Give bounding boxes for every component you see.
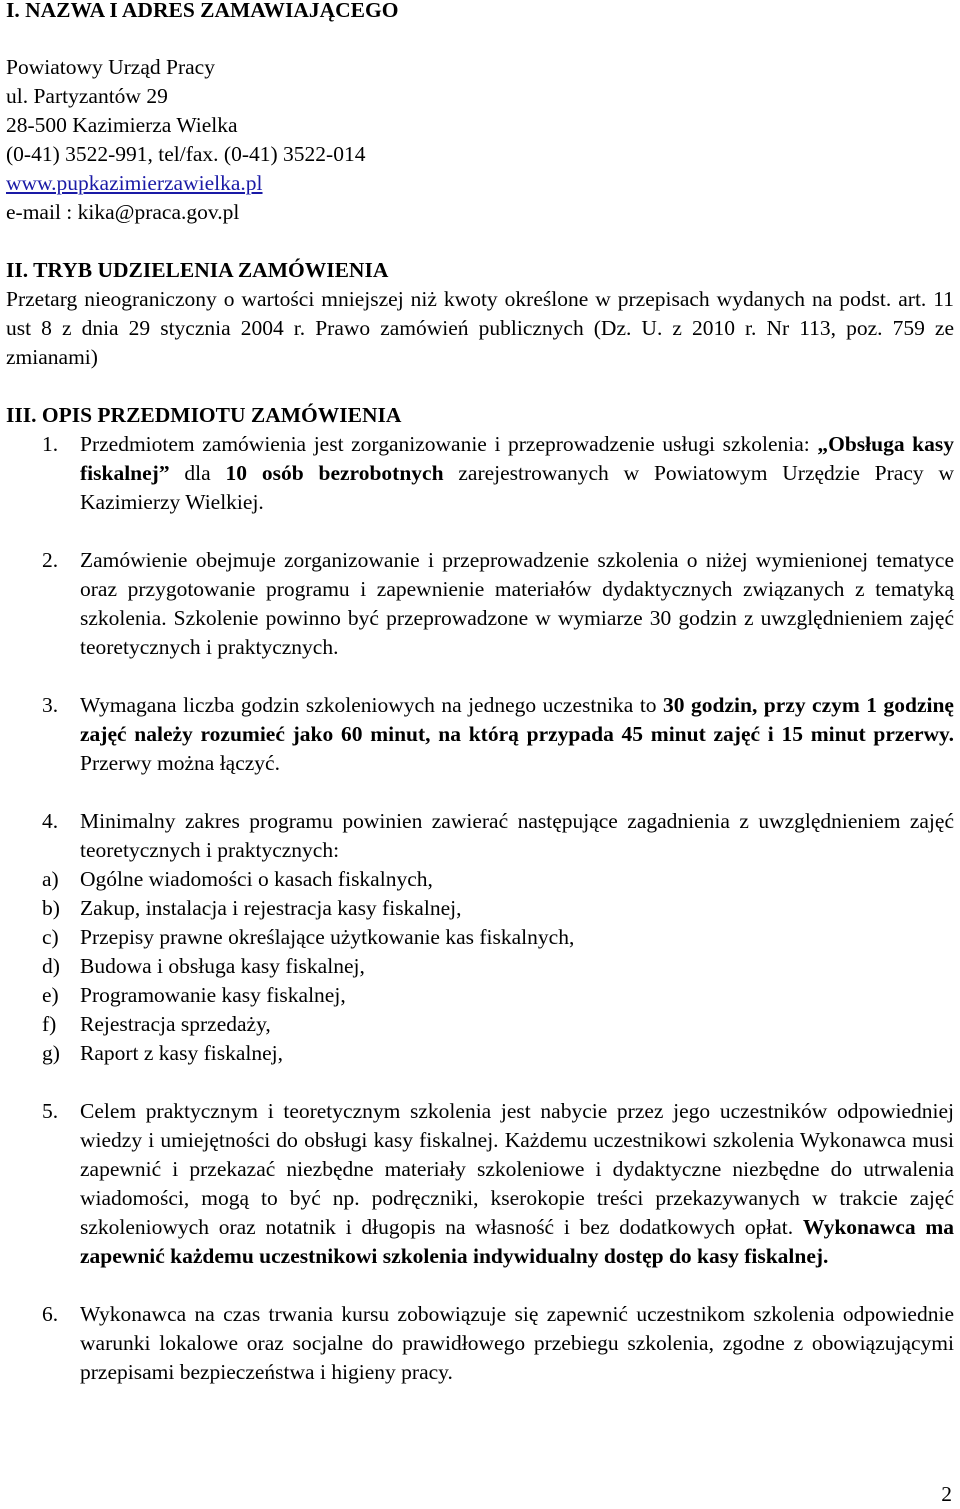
list-item: g) Raport z kasy fiskalnej, xyxy=(42,1041,284,1065)
item-number: 4. xyxy=(42,809,59,833)
page-number: 2 xyxy=(941,1482,952,1506)
email-line: e-mail : kika@praca.gov.pl xyxy=(6,200,240,224)
item-3 xyxy=(6,691,954,778)
item-2 xyxy=(6,546,954,662)
hours-requirement: 30 godzin, przy czym 1 godzinę zajęć należy rozumieć jako 60 minut, na którą przypada 45 minut zajęć i 15 minut przerwy. xyxy=(80,693,954,746)
list-item: d) Budowa i obsługa kasy fiskalnej, xyxy=(42,954,365,978)
program-list xyxy=(6,865,954,1068)
section-2-text: Przetarg nieograniczony o wartości mniejszej niż kwoty określone w przepisach wydanych na podst. art. 11 ust 8 z dnia 29 stycznia 2004 r. Prawo zamówień publicznych (Dz. U. z 2010 r. Nr 113, poz. 759 ze zmianami) xyxy=(6,287,954,369)
address-block xyxy=(6,53,954,227)
item-2-text: Zamówienie obejmuje zorganizowanie i przeprowadzenie szkolenia o niżej wymienionej tematyce oraz przygotowanie programu i zapewnienie materiałów dydaktycznych związanych z tematyką szkolenia. Szkolenie powinno być przeprowadzone w wymiarze 30 godzin z uwzględnieniem zajęć teoretycznych i praktycznych. xyxy=(80,548,954,659)
address-line: 28-500 Kazimierza Wielka xyxy=(6,113,238,137)
phone-line: (0-41) 3522-991, tel/fax. (0-41) 3522-014 xyxy=(6,142,366,166)
section-3-heading: III. OPIS PRZEDMIOTU ZAMÓWIENIA xyxy=(6,403,402,427)
section-2-heading: II. TRYB UDZIELENIA ZAMÓWIENIA xyxy=(6,258,389,282)
item-number: 6. xyxy=(42,1302,59,1326)
item-4 xyxy=(6,807,954,865)
item-5 xyxy=(6,1097,954,1271)
address-line: ul. Partyzantów 29 xyxy=(6,84,168,108)
list-item: a) Ogólne wiadomości o kasach fiskalnych, xyxy=(42,867,433,891)
item-number: 5. xyxy=(42,1099,59,1123)
list-item: f) Rejestracja sprzedaży, xyxy=(42,1012,271,1036)
item-4-text: Minimalny zakres programu powinien zawierać następujące zagadnienia z uwzględnieniem zajęć teoretycznych i praktycznych: xyxy=(80,809,954,862)
item-number: 3. xyxy=(42,693,59,717)
address-line: Powiatowy Urząd Pracy xyxy=(6,55,215,79)
list-item: c) Przepisy prawne określające użytkowanie kas fiskalnych, xyxy=(42,925,575,949)
item-6 xyxy=(6,1300,954,1387)
website-line xyxy=(6,169,954,198)
item-6-text: Wykonawca na czas trwania kursu zobowiązuje się zapewnić uczestnikom szkolenia odpowiednie warunki lokalowe oraz socjalne do prawidłowego przebiegu szkolenia, zgodne z obowiązującymi przepisami bezpieczeństwa i higieny pracy. xyxy=(80,1302,954,1384)
item-1-text: Przedmiotem zamówienia jest zorganizowanie i przeprowadzenie usługi szkolenia: „Obsługa kasy fiskalnej” dla 10 osób bezrobotnych zarejestrowanych w Powiatowym Urzędzie Pracy w Kazimierzy Wielkiej. xyxy=(80,432,954,514)
document-page xyxy=(6,0,954,1387)
section-1-heading: I. NAZWA I ADRES ZAMAWIAJĄCEGO xyxy=(6,0,399,22)
list-item: b) Zakup, instalacja i rejestracja kasy fiskalnej, xyxy=(42,896,462,920)
participants-count: 10 osób bezrobotnych xyxy=(225,461,444,485)
item-number: 2. xyxy=(42,548,59,572)
list-item: e) Programowanie kasy fiskalnej, xyxy=(42,983,346,1007)
course-name: „Obsługa kasy fiskalnej” xyxy=(80,432,954,485)
cash-register-access-note: Wykonawca ma zapewnić każdemu uczestnikowi szkolenia indywidualny dostęp do kasy fiskalnej. xyxy=(80,1215,954,1268)
item-5-text: Celem praktycznym i teoretycznym szkolenia jest nabycie przez jego uczestników odpowiedniej wiedzy i umiejętności do obsługi kasy fiskalnej. Każdemu uczestnikowi szkolenia Wykonawca musi zapewnić i przekazać niezbędne materiały szkoleniowe i dydaktyczne niezbędne do utrwalenia wiadomości, mogą to być np. podręczniki, kserokopie treści przekazywanych w trakcie zajęć szkoleniowych oraz notatnik i długopis na własność i bez dodatkowych opłat. Wykonawca ma zapewnić każdemu uczestnikowi szkolenia indywidualny dostęp do kasy fiskalnej. xyxy=(80,1099,954,1268)
website-link[interactable]: www.pupkazimierzawielka.pl xyxy=(6,171,263,195)
item-3-text: Wymagana liczba godzin szkoleniowych na jednego uczestnika to 30 godzin, przy czym 1 godzinę zajęć należy rozumieć jako 60 minut, na którą przypada 45 minut zajęć i 15 minut przerwy. Przerwy można łączyć. xyxy=(80,693,954,775)
item-1 xyxy=(6,430,954,517)
item-number: 1. xyxy=(42,432,59,456)
